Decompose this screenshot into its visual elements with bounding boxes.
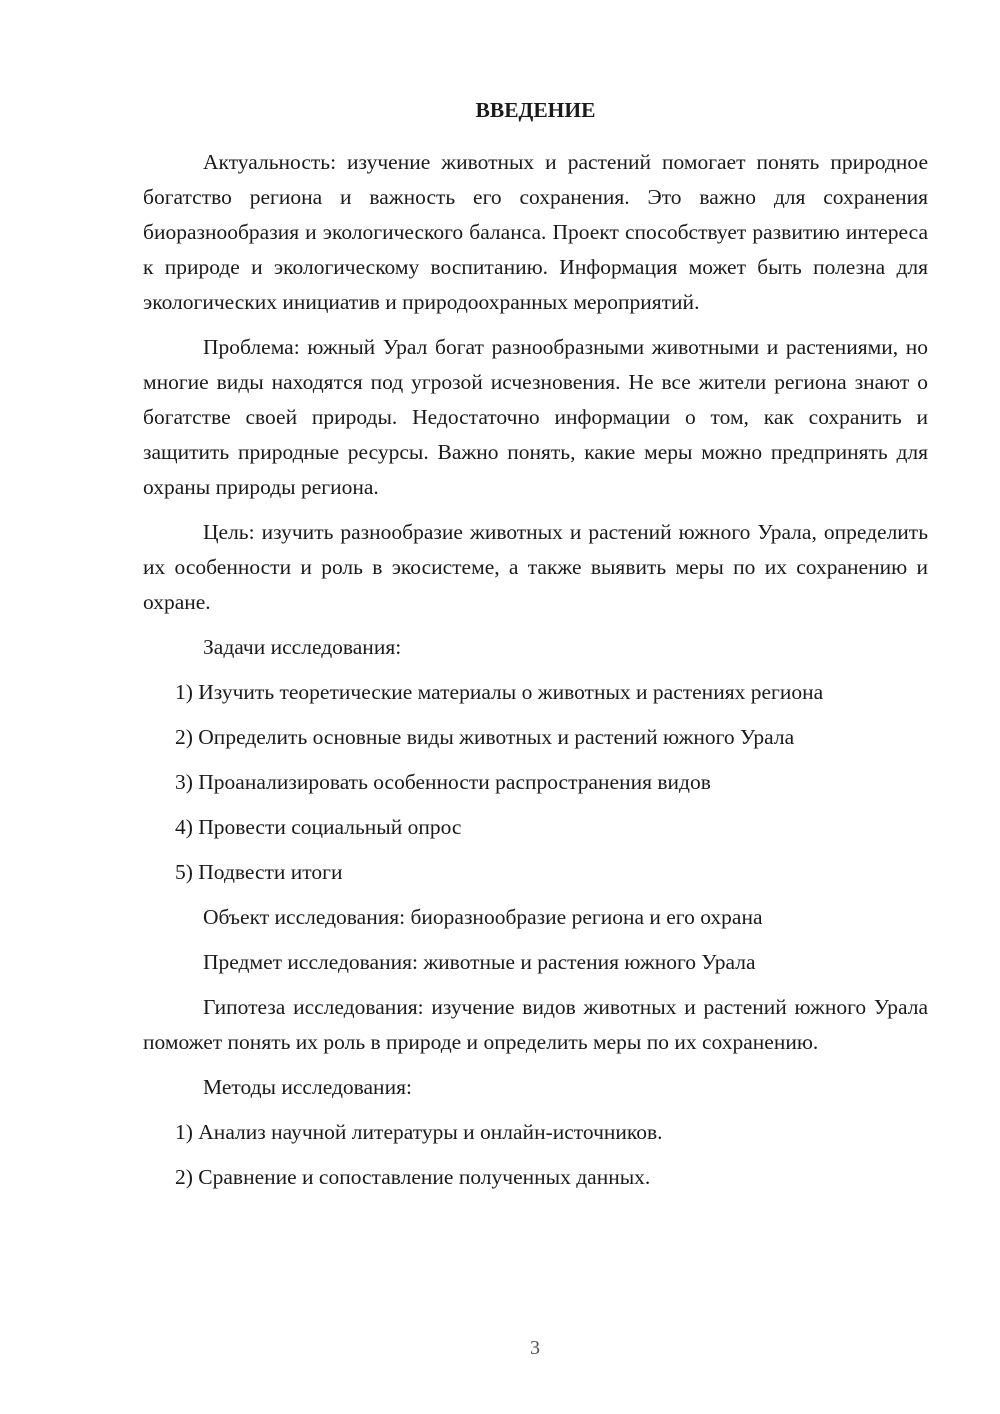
problem-paragraph: Проблема: южный Урал богат разнообразными животными и растениями, но многие виды находятся под угрозой исчезновения. Не все жители региона знают о богатстве своей природы. Недостаточно информации о том, как сохранить и защитить природные ресурсы. Важно понять, какие меры можно предпринять для охраны природы региона. [143, 335, 928, 499]
hypothesis-paragraph: Гипотеза исследования: изучение видов животных и растений южного Урала поможет понять их роль в природе и определить меры по их сохранению. [143, 995, 928, 1054]
task-item-3: 3) Проанализировать особенности распространения видов [175, 770, 711, 794]
methods-heading: Методы исследования: [203, 1075, 412, 1099]
goal-paragraph: Цель: изучить разнообразие животных и растений южного Урала, определить их особенности и роль в экосистеме, а также выявить меры по их сохранению и охране. [143, 520, 928, 614]
method-item-2: 2) Сравнение и сопоставление полученных данных. [175, 1165, 651, 1189]
tasks-heading: Задачи исследования: [203, 635, 402, 659]
task-item-2: 2) Определить основные виды животных и растений южного Урала [175, 725, 795, 749]
document-page [143, 95, 928, 1205]
page-number: 3 [530, 1337, 540, 1359]
page-title: ВВЕДЕНИЕ [475, 98, 596, 122]
task-item-1: 1) Изучить теоретические материалы о животных и растениях региона [175, 680, 824, 704]
relevance-paragraph: Актуальность: изучение животных и растений помогает понять природное богатство региона и важность его сохранения. Это важно для сохранения биоразнообразия и экологического баланса. Проект способствует развитию интереса к природе и экологическому воспитанию. Информация может быть полезна для экологических инициатив и природоохранных мероприятий. [143, 150, 928, 314]
subject-line: Предмет исследования: животные и растения южного Урала [203, 950, 756, 974]
task-item-4: 4) Провести социальный опрос [175, 815, 462, 839]
object-line: Объект исследования: биоразнообразие региона и его охрана [203, 905, 763, 929]
method-item-1: 1) Анализ научной литературы и онлайн-источников. [175, 1120, 663, 1144]
task-item-5: 5) Подвести итоги [175, 860, 343, 884]
